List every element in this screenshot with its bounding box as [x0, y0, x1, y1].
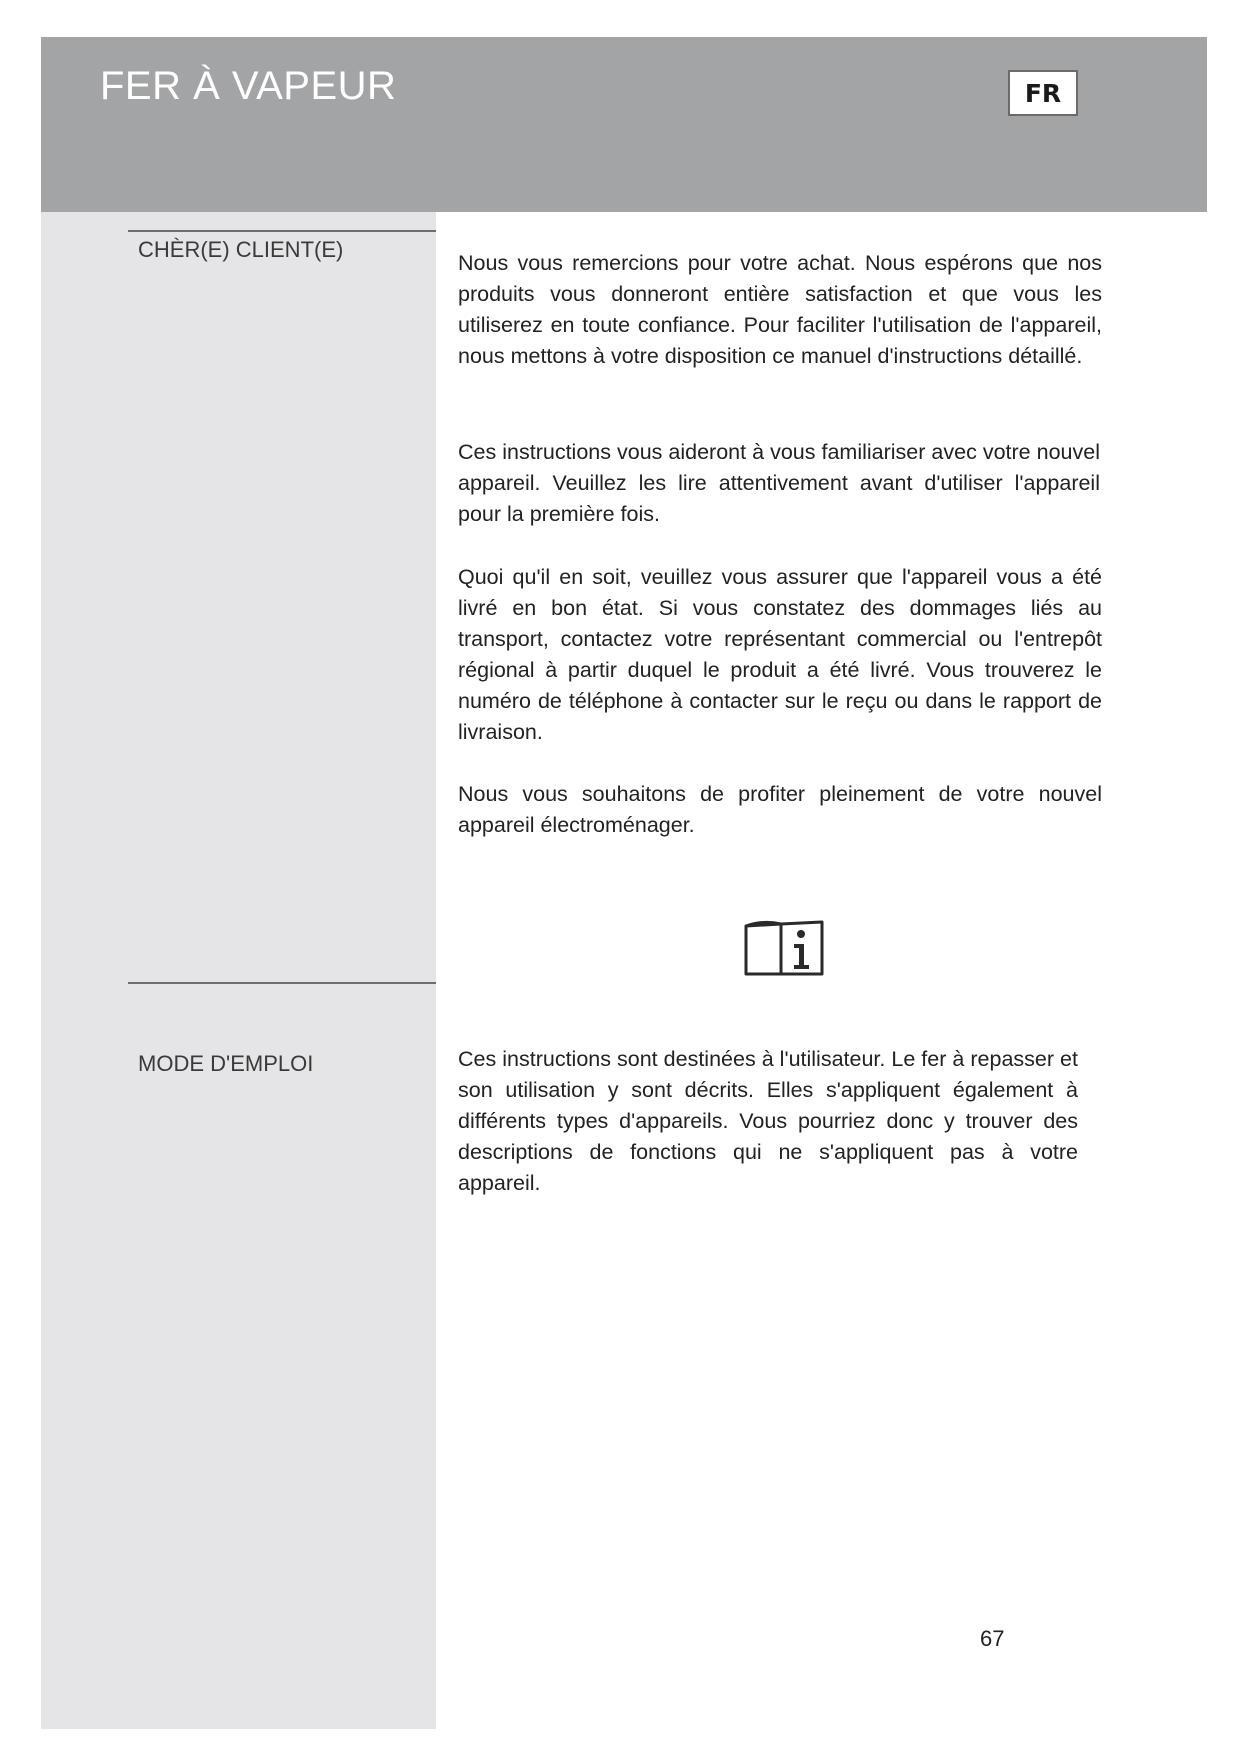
section-label-customer: CHÈR(E) CLIENT(E): [138, 237, 344, 262]
page-number: 67: [980, 1626, 1005, 1651]
language-badge: FR: [1008, 70, 1078, 116]
read-manual-info-icon: [743, 918, 825, 980]
section-divider-instructions: [128, 982, 436, 984]
customer-paragraph-4: Nous vous souhaitons de profiter pleinement de votre nouvel appareil électroménager.: [458, 782, 1102, 837]
customer-paragraph-3: Quoi qu'il en soit, veuillez vous assurer que l'appareil vous a été livré en bon état. Si vous constatez des dommages liés au transport, contactez votre représentant commercial ou l'entrepôt régional à partir duquel le produit a été livré. Vous trouverez le numéro de téléphone à contacter sur le reçu ou dans le rapport de livraison.: [458, 565, 1102, 744]
customer-paragraph-1: Nous vous remercions pour votre achat. Nous espérons que nos produits vous donneront entière satisfaction et que vous les utiliserez en toute confiance. Pour faciliter l'utilisation de l'appareil, nous mettons à votre disposition ce manuel d'instructions détaillé.: [458, 251, 1102, 368]
document-title: FER À VAPEUR: [100, 64, 397, 108]
section-label-instructions: MODE D'EMPLOI: [138, 1051, 314, 1076]
customer-paragraph-2: Ces instructions vous aideront à vous familiariser avec votre nouvel appareil. Veuillez les lire attentivement avant d'utiliser l'appareil pour la première fois.: [458, 440, 1100, 526]
instructions-paragraph-1: Ces instructions sont destinées à l'utilisateur. Le fer à repasser et son utilisation y sont décrits. Elles s'appliquent également à différents types d'appareils. Vous pourriez donc y trouver des descriptions de fonctions qui ne s'appliquent pas à votre appareil.: [458, 1047, 1078, 1195]
section-divider-customer: [128, 230, 436, 232]
sidebar-panel: [41, 212, 436, 1729]
